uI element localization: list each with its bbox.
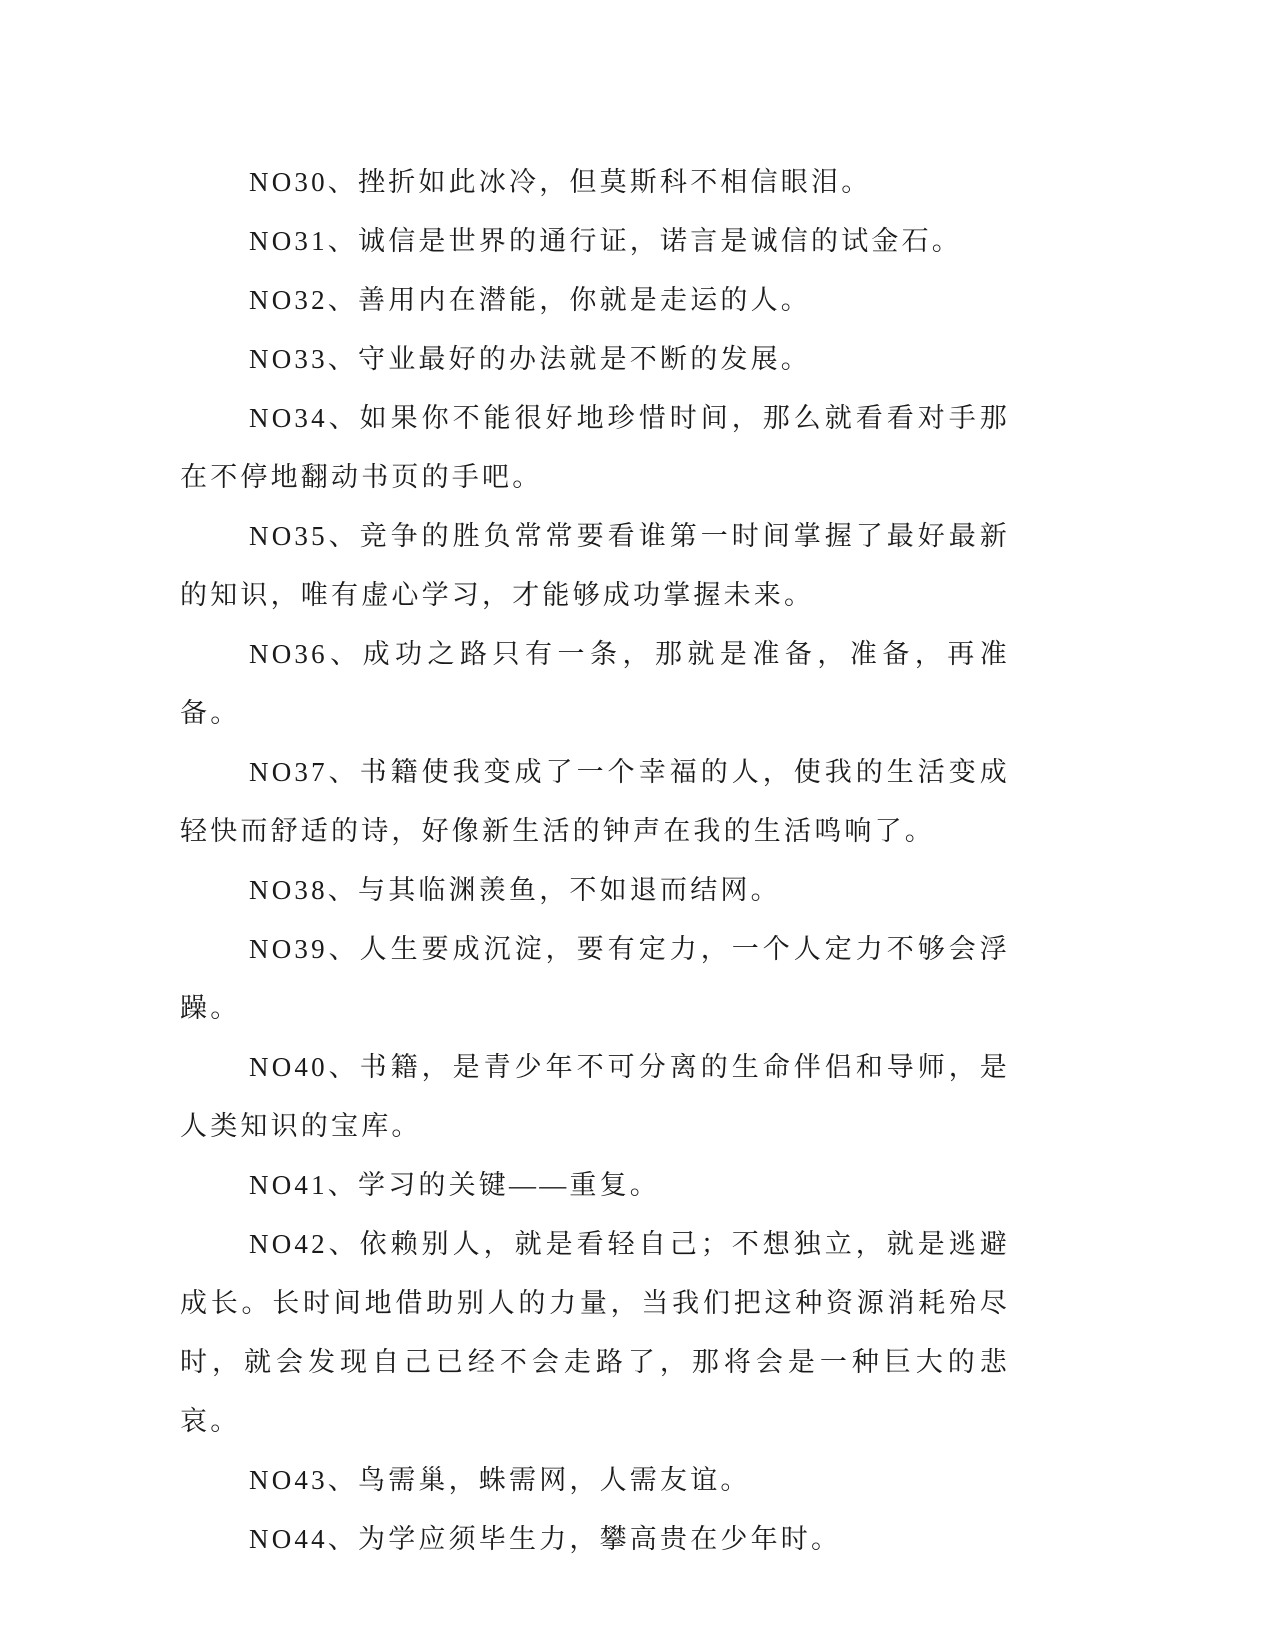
paragraph-no35: NO35、竞争的胜负常常要看谁第一时间掌握了最好最新的知识，唯有虚心学习，才能够成功掌握未来。 bbox=[180, 521, 1010, 610]
paragraph-no31: NO31、诚信是世界的通行证，诺言是诚信的试金石。 bbox=[249, 226, 962, 256]
document-body bbox=[180, 153, 1010, 1569]
paragraph-no44: NO44、为学应须毕生力，攀高贵在少年时。 bbox=[249, 1524, 842, 1554]
paragraph-no38: NO38、与其临渊羡鱼，不如退而结网。 bbox=[249, 875, 781, 905]
paragraph-no42: NO42、依赖别人，就是看轻自己；不想独立，就是逃避成长。长时间地借助别人的力量，当我们把这种资源消耗殆尽时，就会发现自己已经不会走路了，那将会是一种巨大的悲哀。 bbox=[180, 1229, 1010, 1436]
paragraph-no36: NO36、成功之路只有一条，那就是准备，准备，再准备。 bbox=[180, 639, 1010, 728]
paragraph-no30: NO30、挫折如此冰冷，但莫斯科不相信眼泪。 bbox=[249, 167, 872, 197]
paragraph-no37: NO37、书籍使我变成了一个幸福的人，使我的生活变成轻快而舒适的诗，好像新生活的钟声在我的生活鸣响了。 bbox=[180, 757, 1010, 846]
paragraph-no41: NO41、学习的关键——重复。 bbox=[249, 1170, 660, 1200]
paragraph-no34: NO34、如果你不能很好地珍惜时间，那么就看看对手那在不停地翻动书页的手吧。 bbox=[180, 403, 1010, 492]
paragraph-no32: NO32、善用内在潜能，你就是走运的人。 bbox=[249, 285, 811, 315]
paragraph-no39: NO39、人生要成沉淀，要有定力，一个人定力不够会浮躁。 bbox=[180, 934, 1010, 1023]
paragraph-no43: NO43、鸟需巢，蛛需网，人需友谊。 bbox=[249, 1465, 751, 1495]
paragraph-no33: NO33、守业最好的办法就是不断的发展。 bbox=[249, 344, 811, 374]
paragraph-no40: NO40、书籍，是青少年不可分离的生命伴侣和导师，是人类知识的宝库。 bbox=[180, 1052, 1010, 1141]
